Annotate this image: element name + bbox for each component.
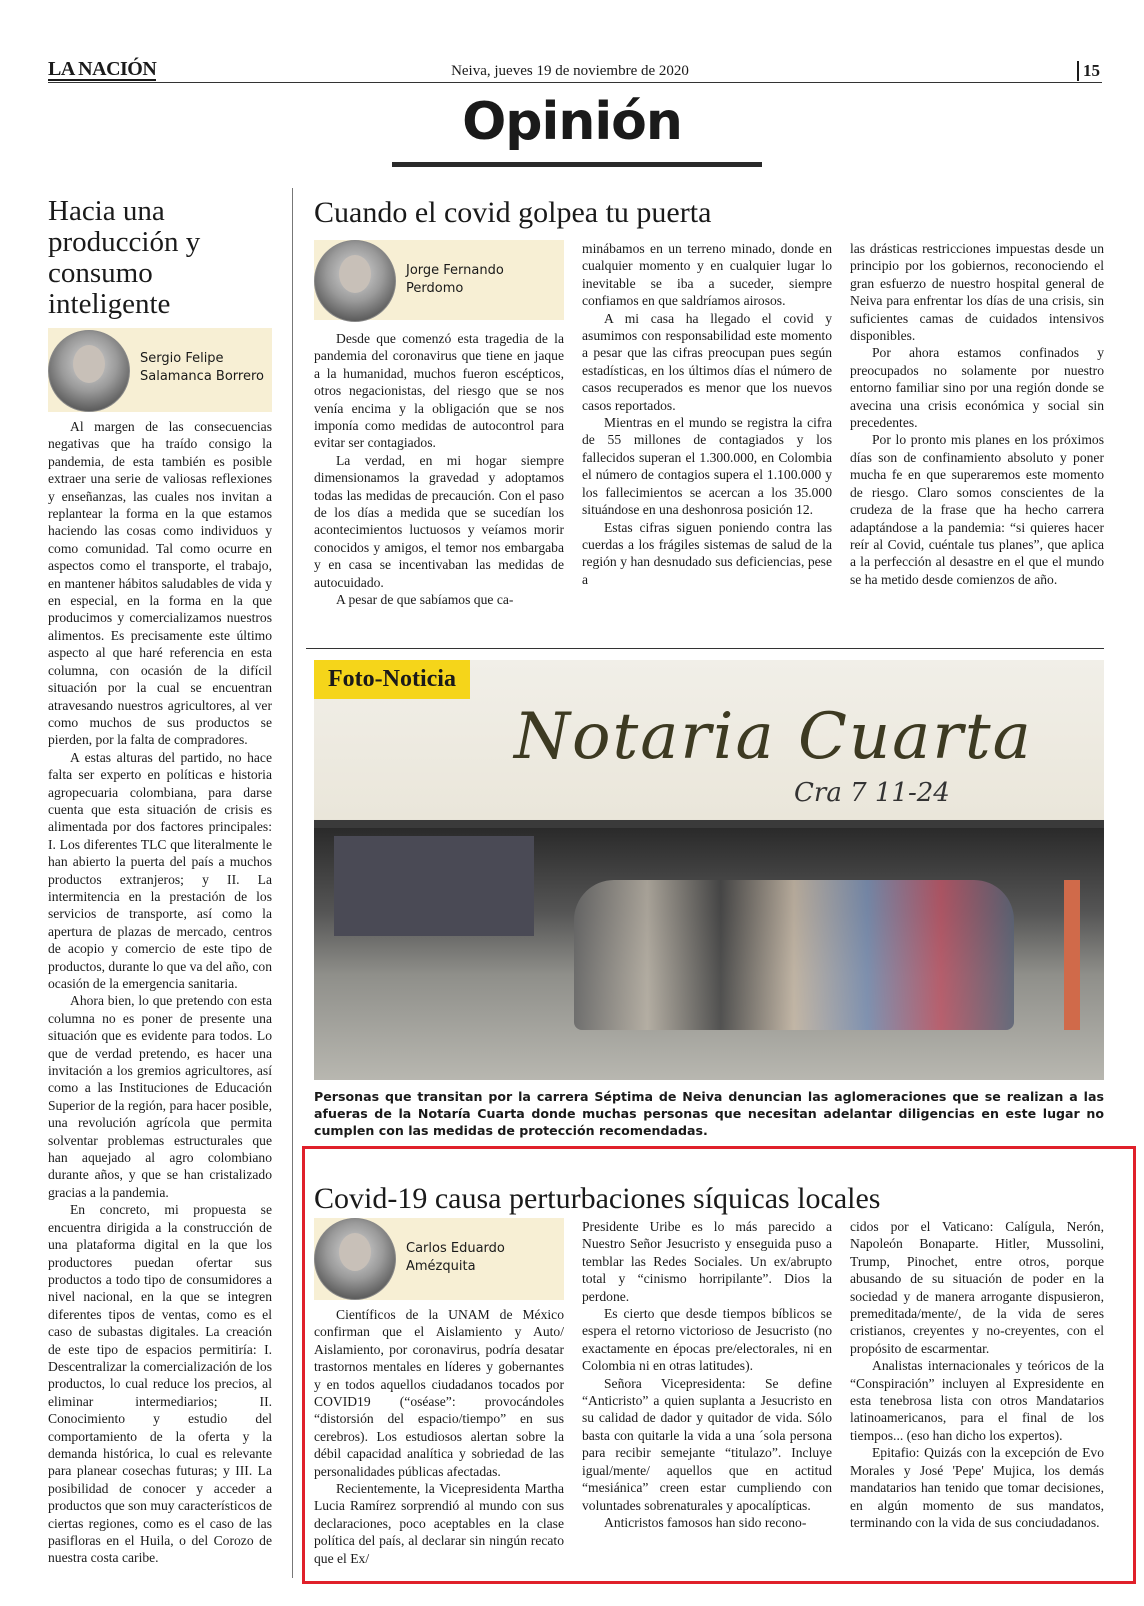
main-article-col-1 [314,330,564,609]
author-name: Sergio Felipe Salamanca Borrero [140,351,264,384]
paragraph: Estas cifras siguen poniendo contra las cuerdas a los frágiles sistemas de salud de la región y han desnudado sus deficiencias, pese a [582,519,832,587]
author-name: Carlos Eduardo Amézquita [406,1241,505,1274]
paragraph: las drásticas restricciones impuestas desde un principio por los gobiernos, reconociendo el gran esfuerzo de nuestro hospital general de Neiva para enfrentar los días de una crisis, sin suficientes camas de cuidados intensivos disponibles. [850,241,1104,344]
bollard [1064,880,1080,1030]
paragraph: minábamos en un terreno minado, donde en cualquier momento y en cualquier lugar lo inevitable se iba a suceder, siempre confiamos en que saldríamos airosos. [582,241,832,309]
news-photo [314,660,1104,1080]
author-photo [314,240,396,322]
left-article-byline [48,328,272,412]
bottom-article-byline [314,1218,564,1300]
section-title: Opinión [462,92,682,152]
bottom-article-col-2 [582,1218,832,1531]
paragraph: Mientras en el mundo se registra la cifra de 55 millones de contagiados y los fallecidos superan el 1.300.000, en Colombia el número de contagios supera el 1.100.000 y los fallecimientos se acercan a los 35.000 situándose en una deshonrosa posición 12. [582,415,832,518]
paragraph: Epitafio: Quizás con la excepción de Evo Morales y José 'Pepe' Mujica, los demás mandatarios han tenido que tomar decisiones, en algún momento de sus mandatos, terminando con la vida de sus conciudadanos. [850,1445,1104,1530]
paragraph: Desde que comenzó esta tragedia de la pandemia del coronavirus que tiene en jaque a la humanidad, muchos fueron escépticos, otros negacionistas, del riesgo que se nos venía encima y la obligación que se nos imponía como medidas de autocontrol para evitar ser contagiados. [314,331,564,451]
address-sign: Cra 7 11-24 [794,778,950,808]
paragraph: En concreto, mi propuesta se encuentra dirigida a la construcción de una plataforma digital en la que los productores puedan ofertar sus productos a todo tipo de consumidores a nivel nacional, en la que se integren diferentes tipos de ventas, como es el caso de subastas digitales. La creación de este tipo de espacios permitiría: I. Descentralizar la comercialización de los productos, lo cual reduce los precios, al eliminar intermediarios; II. Conocimiento y estudio del comportamiento de la oferta y la demanda histórica, lo cual es relevante para planear cosechas futuras; y III. La posibilidad de conocer y acceder a productos que son muy característicos de ciertas regiones, como es el caso de las pasifloras en el Huila, o del Corozo de nuestra costa caribe. [48,1202,272,1566]
paragraph: Al margen de las consecuencias negativas que ha traído consigo la pandemia, de esta también es posible extraer una serie de valiosas reflexiones y enseñanzas, las cuales nos invitan a replantear la forma en la que estamos haciendo las cosas como individuos y como comunidad. Tal como ocurre en aspectos como el transporte, el trabajo, en mantener hábitos saludables de vida y en especial, en la forma en la que producimos y comercializamos nuestros alimentos. Es precisamente este último aspecto al que haré referencia en esta columna, con ocasión de la difícil situación por la cual se encuentran atravesando nuestros agricultores, al ver como muchos de sus productos se pierden, por la falta de compradores. [48,419,272,748]
paragraph: A pesar de que sabíamos que ca- [336,592,514,608]
author-photo [48,330,130,412]
paragraph: Por lo pronto mis planes en los próximos días son de confinamiento absoluto y poner mucha fe en que superaremos este momento de riesgo. Claro somos conscientes de la crudeza de la frase que ha hecho carrera adaptándose a la pandemia: “si quieres hacer reír al Covid, cuéntale tus planes”, que aplica a la perfección al desastre en el que el mundo se ha metido desde comienzos de año. [850,432,1104,587]
paragraph: Analistas internacionales y teóricos de la “Conspiración” incluyen al Expresidente en esta tenebrosa lista con otros Mandatarios latinoamericanos, para el final de los tiempos... (eso han dicho los expertos). [850,1358,1104,1443]
masthead-rule [48,82,1102,83]
paragraph: Presidente Uribe es lo más parecido a Nuestro Señor Jesucristo y enseguida puso a temblar las Redes Sociales. Un ex/abrupto total y “cinismo horripilante”. Dios la perdone. [582,1219,832,1304]
paragraph: Científicos de la UNAM de México confirman que el Aislamiento y Auto/ Aislamiento, por coronavirus, podría desatar trastornos mentales en líderes y gobernantes y en todos aquellos ciudadanos tocados por COVID19 (“oséase”: provocándoles “distorsión del espacio/tiempo” en sus cerebros). Los estudiosos alertan sobre la débil capacidad analítica y sobriedad de las personalidades públicas afectadas. [314,1307,564,1479]
dateline: Neiva, jueves 19 de noviembre de 2020 [451,63,689,79]
paragraph: Anticristos famosos han sido recono- [604,1514,807,1530]
awning [314,820,1104,828]
main-article-col-3 [850,240,1104,588]
crowd [574,880,1014,1030]
bottom-article-col-3 [850,1218,1104,1531]
main-article-byline [314,240,564,320]
storefront [334,836,534,936]
bottom-article-headline: Covid-19 causa perturbaciones síquicas locales [314,1182,881,1215]
author-name: Jorge Fernando Perdomo [406,263,504,296]
paragraph: Ahora bien, lo que pretendo con esta columna no es poner de presente una situación que es evidente para todos. Lo que de verdad pretendo, es hacer una invitación a los gremios agricultores, así como a las Instituciones de Educación Superior de la región, para hacer posible, una revolución agrícola que permita solventar problemas estructurales que han aquejado al agro colombiano durante años, y que se han cristalizado gracias a la pandemia. [48,993,272,1200]
main-article-col-2 [582,240,832,588]
paragraph: Recientemente, la Vicepresidenta Martha Lucia Ramírez sorprendió al mundo con sus declaraciones, poco aceptables en la clase política del país, al declarar sin ningún recato que el Ex/ [314,1481,564,1566]
paragraph: cidos por el Vaticano: Calígula, Nerón, Napoleón Bonaparte. Hitler, Mussolini, Trump, Pinochet, entre otros, porque abusando de su situación de poder en la sociedad y de manera arrogante dispusieron, premeditada/mente/, de la vida de seres cristianos, creyentes y no-creyentes, con el propósito de escarmentar. [850,1219,1104,1356]
newspaper-logo: LA NACIÓN [48,58,157,80]
photo-tag: Foto-Noticia [314,660,470,699]
main-article-headline: Cuando el covid golpea tu puerta [314,196,712,229]
column-divider [292,188,293,1578]
left-article-body [48,418,272,1567]
section-divider [306,648,1104,649]
paragraph: La verdad, en mi hogar siempre dimensionamos la gravedad y adoptamos todas las medidas de precaución. Con el paso de los días a medida que se sucedían los acontecimientos luctuosos y veíamos morir conocidos y amigos, el temor nos embargaba y en casa se incentivaban las medidas de autocuidado. [314,452,564,590]
bottom-article-col-1 [314,1306,564,1567]
left-article-headline: Hacia una producción y consumo inteligente [48,195,201,320]
paragraph: Por ahora estamos confinados y preocupados no solamente por nuestro entorno familiar sino por una región donde se avecina una crisis económica y social sin precedentes. [850,345,1104,431]
paragraph: Señora Vicepresidenta: Se define “Anticristo” a quien suplanta a Jesucristo en su calidad de dador y quitador de vida. Sólo basta con quitarle la vida a una ´sola persona para recibir semejante “titulazo”. Incluye igual/mente/ aquellos que en actitud “mesiánica” creen estar cumpliendo con voluntades sobrenaturales y apocalípticas. [582,1375,832,1513]
paragraph: A mi casa ha llegado el covid y asumimos con responsabilidad este momento a pesar que las cifras preocupan pues según estadísticas, en los últimos días el número de casos recuperados es menor que los nuevos casos reportados. [582,310,832,413]
page-number: 15 [1077,61,1100,81]
photo-caption: Personas que transitan por la carrera Séptima de Neiva denuncian las aglomeraciones que se realizan a las afueras de la Notaría Cuarta donde muchas personas que necesitan adelantar diligencias en este lugar no cumplen con las medidas de protección recomendadas. [314,1089,1104,1138]
storefront-sign: Notaria Cuarta [514,700,1033,774]
author-photo [314,1218,396,1300]
section-rule [392,162,762,167]
paragraph: Es cierto que desde tiempos bíblicos se espera el retorno victorioso de Jesucristo (no exactamente en épocas pre/electorales, ni en Colombia ni en otras latitudes). [582,1306,832,1374]
paragraph: A estas alturas del partido, no hace falta ser experto en políticas e historia agropecuaria colombiana, para darse cuenta que esta situación de crisis es alimentada por dos factores principales: I. Los diferentes TLC que literalmente le han abierto la puerta del país a muchos productos extranjeros; y II. La intermitencia en la prestación de los servicios de transporte, así como la apertura de plazas de mercado, centros de acopio y comercio de este tipo de productos, durante lo que va del año, con ocasión de la emergencia sanitaria. [48,749,272,991]
